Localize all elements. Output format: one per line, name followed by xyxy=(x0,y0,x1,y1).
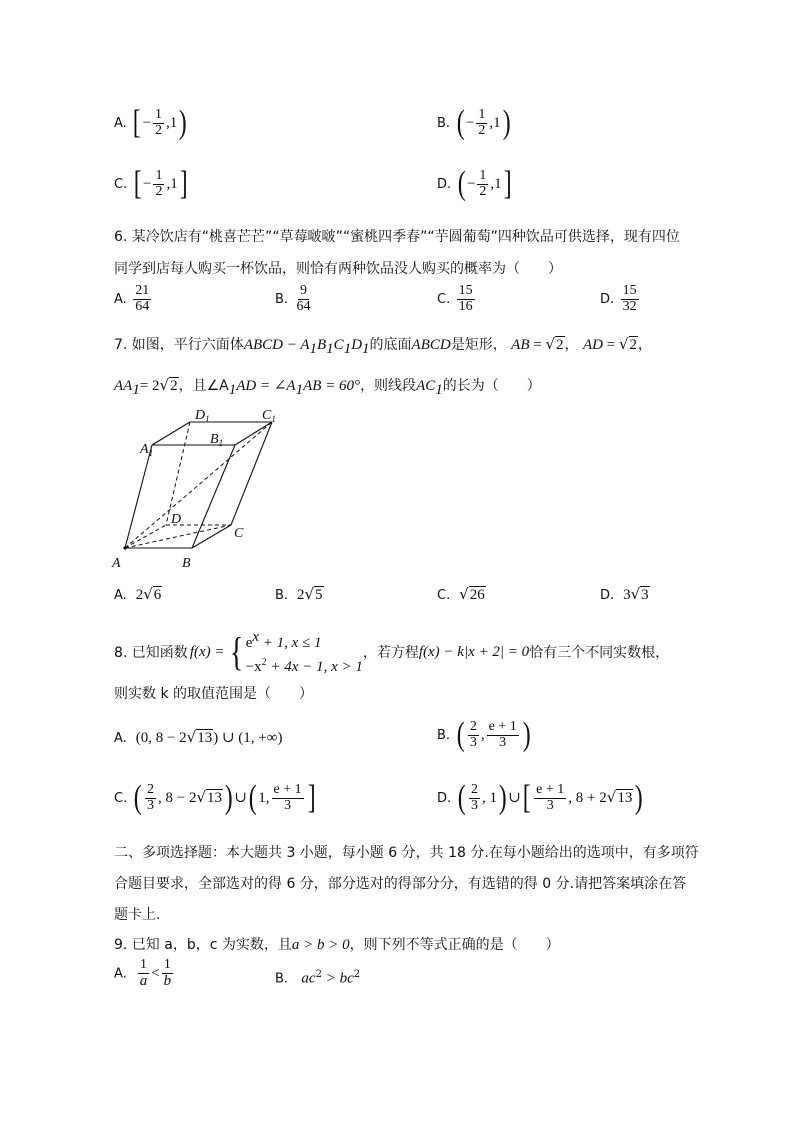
q9-stem: 9. 已知 a，b，c 为实数，且a > b > 0，则下列不等式正确的是（ ） xyxy=(114,937,560,953)
q8-option-b: B. ( $\frac{2}{3}$ , $\frac{e + 1}{3}$ ) xyxy=(437,716,531,753)
fraction: $\frac{1}{2}$ xyxy=(155,167,163,199)
fraction: $\frac{1}{2}$ xyxy=(478,106,486,138)
fraction: $\frac{9}{64}$ xyxy=(296,283,311,314)
q8-option-c: C. ( $\frac{2}{3}$ , 8 − 2√13) ∪( 1, $\frac{e + 1}{3}$ ] xyxy=(114,779,316,816)
q7-option-c: C. √26 xyxy=(437,585,485,603)
fraction: $\frac{1}{2}$ xyxy=(479,167,487,199)
q8-stem-line2: 则实数 k 的取值范围是（ ） xyxy=(114,686,314,702)
q5-option-b: B. ( − $\frac{1}{2}$ ,1) xyxy=(437,104,511,141)
section2-line3: 题卡上. xyxy=(114,907,161,923)
label-a1: $A_1$ xyxy=(140,442,154,458)
q7-option-a: A. 2√6 xyxy=(114,585,162,603)
q6-stem-line2: 同学到店每人购买一杯饮品，则恰有两种饮品没人购买的概率为（ ） xyxy=(114,261,562,277)
q7-stem-line1: 7. 如图，平行六面体ABCD − $A_1B_1C_1D_1$的底面ABCD是矩形， AB = √2， AD = √2， xyxy=(114,335,652,357)
label-a: A xyxy=(112,556,121,571)
fraction: $\frac{15}{32}$ xyxy=(622,283,637,314)
q5-option-a: A. [ − $\frac{1}{2}$ ,1) xyxy=(114,104,187,141)
q8-option-d: D. ( $\frac{2}{3}$ , 1) ∪[ $\frac{e + 1}{3}$ , 8 + 2√13) xyxy=(437,779,643,816)
q8-stem-line1: 8. 已知函数 f(x) = { $e^x + 1$, x ≤ 1 $-x^2 + 4x - 1$, x > 1 ，若方程 f(x) − k|x + 2| = 0 恰有三个不同实数根， xyxy=(114,629,670,675)
section2-line1: 二、多项选择题：本大题共 3 小题，每小题 6 分，共 18 分.在每小题给出的选项中，有多项符 xyxy=(114,845,699,861)
q7-option-d: D. 3√3 xyxy=(600,585,649,603)
label-c: C xyxy=(234,526,244,541)
q9-option-b: B. $ac^2 > bc^2$ xyxy=(275,969,361,987)
q6-stem-line1: 6. 某冷饮店有“桃喜芒芒”“草莓啵啵”“蜜桃四季春”“芋圆葡萄”四种饮品可供选择，现有四位 xyxy=(114,229,680,245)
q6-option-a: A. $\frac{21}{64}$ xyxy=(114,283,150,314)
q8-option-a: A. (0, 8 − 2√13) ∪ (1, +∞) xyxy=(114,728,283,746)
q5-option-d: D. ( − $\frac{1}{2}$ ,1] xyxy=(437,165,512,202)
label-d: D xyxy=(171,512,182,527)
fraction: $\frac{1}{2}$ xyxy=(155,106,163,138)
q6-option-d: D. $\frac{15}{32}$ xyxy=(600,283,637,314)
fraction: $\frac{21}{64}$ xyxy=(135,283,150,314)
section2-line2: 合题目要求，全部选对的得 6 分，部分选对的得部分分，有选错的得 0 分.请把答案填涂在答 xyxy=(114,876,687,892)
label-b1: $B_1$ xyxy=(210,432,224,448)
q6-option-c: C. $\frac{15}{16}$ xyxy=(437,283,473,314)
label-b: B xyxy=(182,556,191,571)
q7-option-b: B. 2√5 xyxy=(275,585,323,603)
piecewise-cases: $e^x + 1$, x ≤ 1 $-x^2 + 4x - 1$, x > 1 xyxy=(245,629,363,675)
fraction: $\frac{15}{16}$ xyxy=(458,283,473,314)
label-c1: $C_1$ xyxy=(262,408,276,424)
q5-option-c: C. [ − $\frac{1}{2}$ ,1] xyxy=(114,165,188,202)
label-d1: $D_1$ xyxy=(195,408,210,424)
q6-option-b: B. $\frac{9}{64}$ xyxy=(275,283,311,314)
parallelepiped-figure xyxy=(110,405,300,575)
q7-stem-line2: $AA_1= 2√2$，且$\angle A_1AD$ = $\angle A_1AB = 60^\circ$，则线段$AC_1$的长为（ ） xyxy=(114,376,541,398)
q9-option-a: A. $\frac{1}{a}$ < $\frac{1}{b}$ xyxy=(114,957,172,989)
